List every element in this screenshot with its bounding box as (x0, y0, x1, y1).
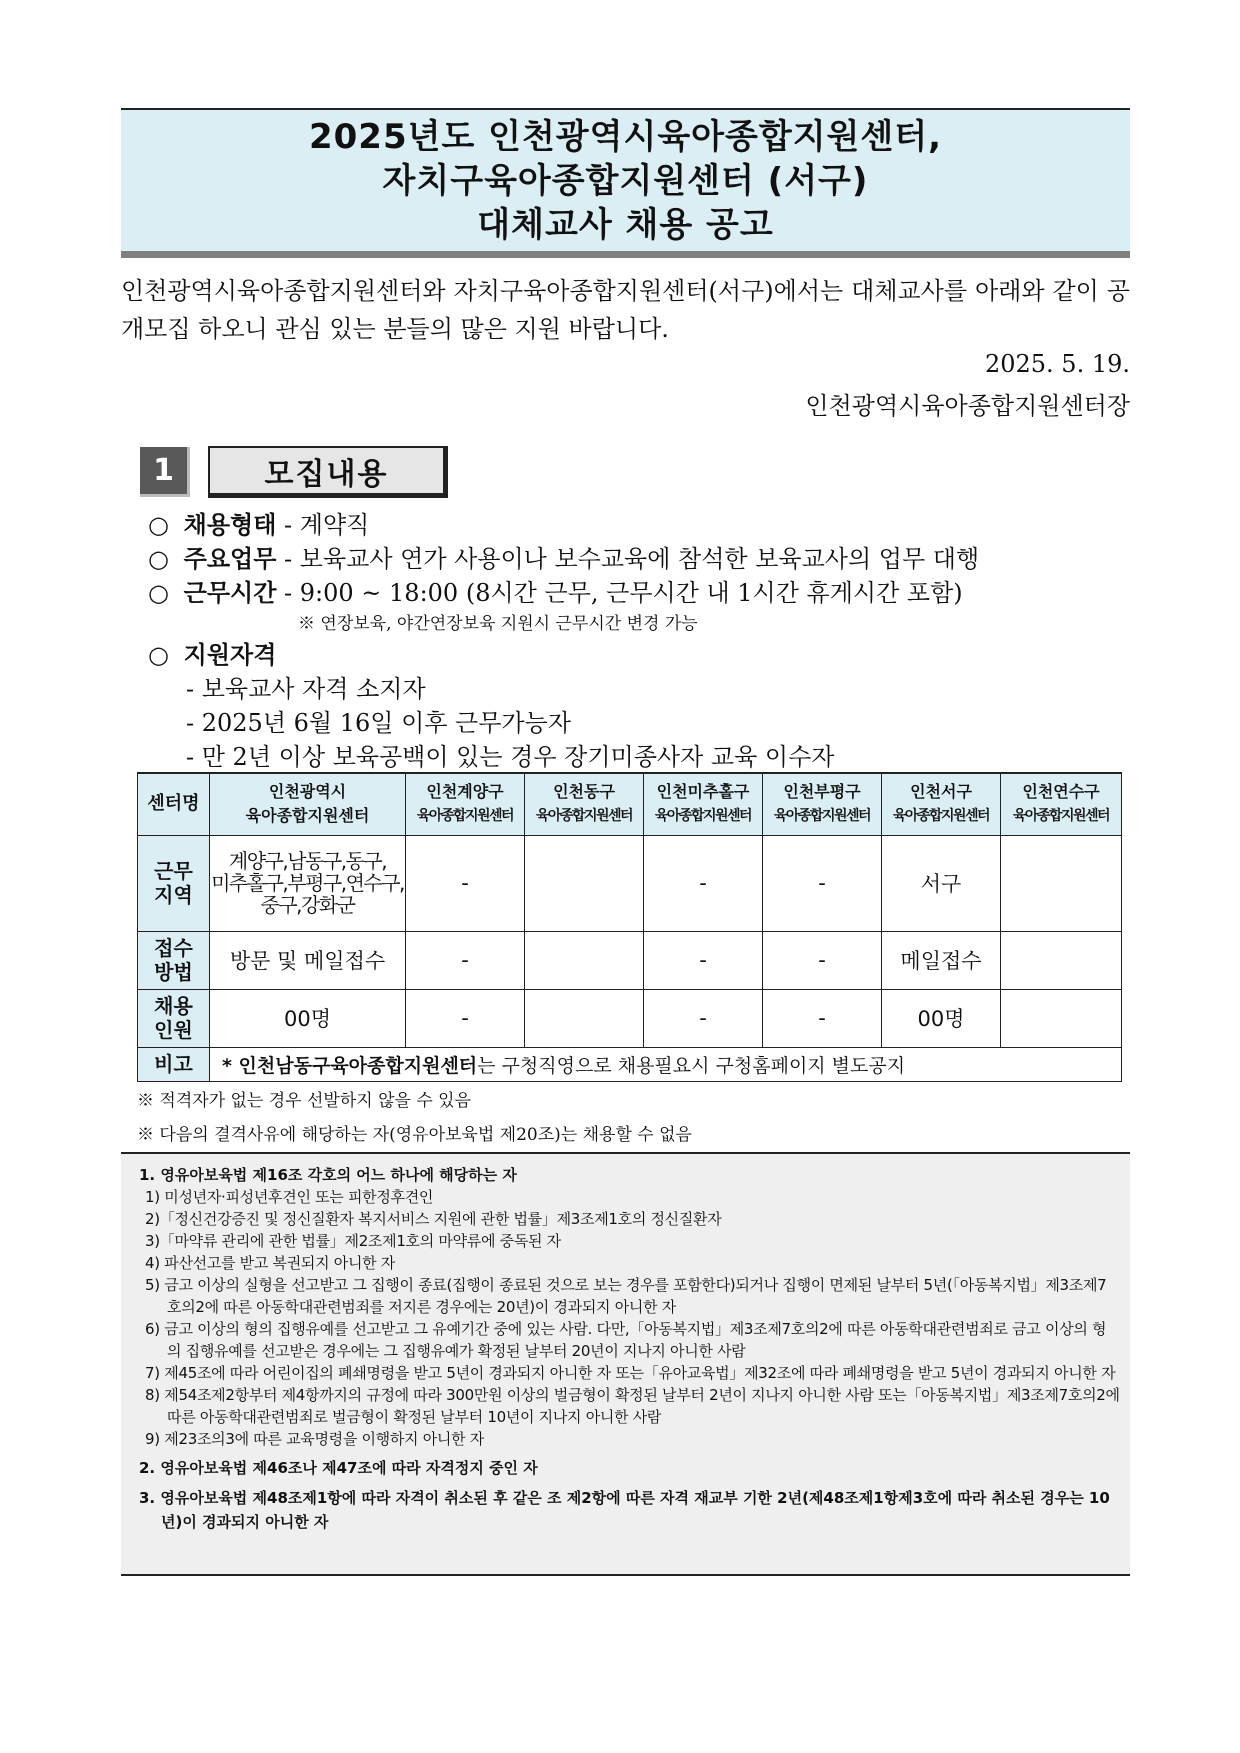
caution-line: ※ 적격자가 없는 경우 선발하지 않을 수 있음 (137, 1091, 472, 1111)
table-cell: - (406, 835, 525, 931)
announcement-date: 2025. 5. 19. (984, 350, 1130, 378)
center-table (137, 772, 1122, 1082)
column-header-line1: 인천연수구 (1022, 782, 1100, 802)
row-label (138, 989, 210, 1047)
disqualification-item: 2)「정신건강증진 및 정신질환자 복지서비스 지원에 관한 법률」제3조제1호의 정신질환자 (145, 1210, 722, 1228)
row-header-label: 센터명 (138, 773, 210, 835)
table-cell: 방문 및 메일접수 (210, 931, 406, 989)
table-cell: 00명 (882, 989, 1001, 1047)
column-header-line2: 육아종합지원센터 (245, 806, 370, 826)
remark-text: 는 구청직영으로 채용필요시 구청홈페이지 별도공지 (477, 1054, 906, 1077)
area-line: 미추홀구,부평구,연수구, (211, 871, 404, 895)
work-hours-note: ※ 연장보육, 야간연장보육 지원시 근무시간 변경 가능 (298, 614, 698, 634)
column-header (644, 773, 763, 835)
column-header-line1: 인천계양구 (426, 782, 504, 802)
table-row-remark (138, 1047, 1122, 1081)
item-main-duties (148, 542, 1148, 576)
page-title-line-1: 2025년도 인천광역시육아종합지원센터, (308, 116, 943, 157)
signature: 인천광역시육아종합지원센터장 (805, 392, 1130, 420)
qualification-line: - 만 2년 이상 보육공백이 있는 경우 장기미종사자 교육 이수자 (186, 743, 835, 771)
disqualification-heading-2: 2. 영유아보육법 제46조나 제47조에 따라 자격정지 중인 자 (139, 1459, 538, 1477)
item-qualification (148, 638, 1148, 672)
disqualification-item: 5) 금고 이상의 실형을 선고받고 그 집행이 종료(집행이 종료된 것으로 보는 경우를 포함한다)되거나 집행이 면제된 날부터 5년(「아동복지법」제3조제7호의2에 따른 아동학대관련범죄를 저지른 경우에는 20년)이 경과되지 아니한 자 (145, 1276, 1107, 1316)
circle-bullet-icon: ○ (148, 579, 169, 607)
row-label-line1: 근무 (154, 859, 193, 883)
column-header (406, 773, 525, 835)
row-label: 비고 (138, 1047, 210, 1081)
disqualification-item: 7) 제45조에 따라 어린이집의 폐쇄명령을 받고 5년이 경과되지 아니한 자 또는「유아교육법」제32조에 따라 폐쇄명령을 받고 5년이 경과되지 아니한 자 (145, 1364, 1116, 1382)
circle-bullet-icon: ○ (148, 545, 169, 573)
disqualification-item: 1) 미성년자·피성년후견인 또는 피한정후견인 (145, 1188, 434, 1206)
item-employment-type (148, 508, 1148, 542)
disqualification-box (121, 1152, 1130, 1576)
table-cell: - (406, 989, 525, 1047)
table-cell (210, 835, 406, 931)
table-row-application-method (138, 931, 1122, 989)
recruitment-items (148, 508, 1148, 774)
table-cell (1001, 835, 1122, 931)
row-label-line2: 지역 (154, 883, 193, 907)
table-cell: - (644, 835, 763, 931)
column-header (763, 773, 882, 835)
page-title-line-3: 대체교사 채용 공고 (477, 204, 774, 245)
intro-paragraph: 인천광역시육아종합지원센터와 자치구육아종합지원센터(서구)에서는 대체교사를 아래와 같이 공개모집 하오니 관심 있는 분들의 많은 지원 바랍니다. (121, 277, 1130, 343)
column-header (1001, 773, 1122, 835)
section-title: 모집내용 (208, 446, 448, 498)
page-title-line-2: 자치구육아종합지원센터 (서구) (382, 160, 869, 201)
table-header-row (138, 773, 1122, 835)
disqualification-item: 8) 제54조제2항부터 제4항까지의 규정에 따라 300만원 이상의 벌금형이 확정된 날부터 2년이 지나지 아니한 사람 또는「아동복지법」제3조제7호의2에 따른 아동학대관련범죄로 벌금형이 확정된 날부터 10년이 지나지 아니한 사람 (145, 1386, 1120, 1426)
row-label (138, 931, 210, 989)
cautions (137, 1084, 692, 1152)
column-header-line2: 육아종합지원센터 (654, 808, 752, 825)
table-cell (525, 835, 644, 931)
column-header-line2: 육아종합지원센터 (416, 808, 514, 825)
item-value: - 9:00 ~ 18:00 (8시간 근무, 근무시간 내 1시간 휴게시간 포함) (284, 579, 963, 607)
disqualification-heading-1: 1. 영유아보육법 제16조 각호의 어느 하나에 해당하는 자 (139, 1166, 517, 1184)
table-cell: 00명 (210, 989, 406, 1047)
table-cell: 서구 (882, 835, 1001, 931)
remark-bold: * 인천남동구육아종합지원센터 (222, 1054, 478, 1077)
column-header-line2: 육아종합지원센터 (1012, 808, 1110, 825)
table-cell: 메일접수 (882, 931, 1001, 989)
disqualification-heading-3: 3. 영유아보육법 제48조제1항에 따라 자격이 취소된 후 같은 조 제2항에 따른 자격 재교부 기한 2년(제48조제1항제3호에 따라 취소된 경우는 10년)이 경과되지 아니한 자 (139, 1489, 1110, 1531)
item-value: - 보육교사 연가 사용이나 보수교육에 참석한 보육교사의 업무 대행 (284, 545, 980, 573)
item-label: 채용형태 (183, 511, 277, 539)
item-label: 주요업무 (183, 545, 277, 573)
table-cell: - (644, 931, 763, 989)
column-header-line1: 인천광역시 (268, 782, 347, 802)
column-header-line2: 육아종합지원센터 (535, 808, 633, 825)
item-value: - 계약직 (284, 511, 370, 539)
table-cell: - (763, 835, 882, 931)
table-cell (525, 931, 644, 989)
disqualification-item: 4) 파산선고를 받고 복권되지 아니한 자 (145, 1254, 395, 1272)
table-cell: - (644, 989, 763, 1047)
item-work-hours (148, 576, 1148, 610)
column-header-line2: 육아종합지원센터 (892, 808, 990, 825)
qualification-line: - 2025년 6월 16일 이후 근무가능자 (186, 709, 571, 737)
table-row-work-area (138, 835, 1122, 931)
column-header (882, 773, 1001, 835)
row-label (138, 835, 210, 931)
column-header-line1: 인천부평구 (783, 782, 861, 802)
area-line: 계양구,남동구,동구, (228, 849, 387, 873)
table-cell: - (406, 931, 525, 989)
item-label: 근무시간 (183, 579, 277, 607)
table-cell: - (763, 931, 882, 989)
table-cell: - (763, 989, 882, 1047)
caution-line: ※ 다음의 결격사유에 해당하는 자(영유아보육법 제20조)는 채용할 수 없음 (137, 1125, 692, 1145)
column-header-line1: 인천미추홀구 (656, 782, 750, 802)
table-cell (525, 989, 644, 1047)
remark-cell (210, 1047, 1122, 1081)
column-header-line2: 육아종합지원센터 (773, 808, 871, 825)
circle-bullet-icon: ○ (148, 511, 169, 539)
section-number: 1 (140, 447, 190, 497)
disqualification-item: 3)「마약류 관리에 관한 법률」제2조제1호의 마약류에 중독된 자 (145, 1232, 561, 1250)
disqualification-item: 9) 제23조의3에 따른 교육명령을 이행하지 아니한 자 (145, 1430, 484, 1448)
column-header-line1: 인천동구 (553, 782, 615, 802)
column-header-line1: 인천서구 (910, 782, 972, 802)
column-header (525, 773, 644, 835)
title-box (121, 108, 1130, 258)
qualification-line: - 보육교사 자격 소지자 (186, 675, 426, 703)
table-cell (1001, 931, 1122, 989)
row-label-line2: 인원 (154, 1018, 193, 1042)
disqualification-item: 6) 금고 이상의 형의 집행유예를 선고받고 그 유예기간 중에 있는 사람. 다만,「아동복지법」제3조제7호의2에 따른 아동학대관련범죄로 금고 이상의 형의 집행유예를 선고받은 경우에는 그 집행유예가 확정된 날부터 20년이 지나지 아니한 사람 (145, 1320, 1107, 1360)
row-label-line1: 채용 (154, 994, 193, 1018)
area-line: 중구,강화군 (260, 893, 355, 917)
column-header (210, 773, 406, 835)
row-label-line2: 방법 (154, 960, 193, 984)
table-row-headcount (138, 989, 1122, 1047)
circle-bullet-icon: ○ (148, 641, 169, 669)
item-label: 지원자격 (183, 641, 277, 669)
row-label-line1: 접수 (154, 936, 193, 960)
table-cell (1001, 989, 1122, 1047)
